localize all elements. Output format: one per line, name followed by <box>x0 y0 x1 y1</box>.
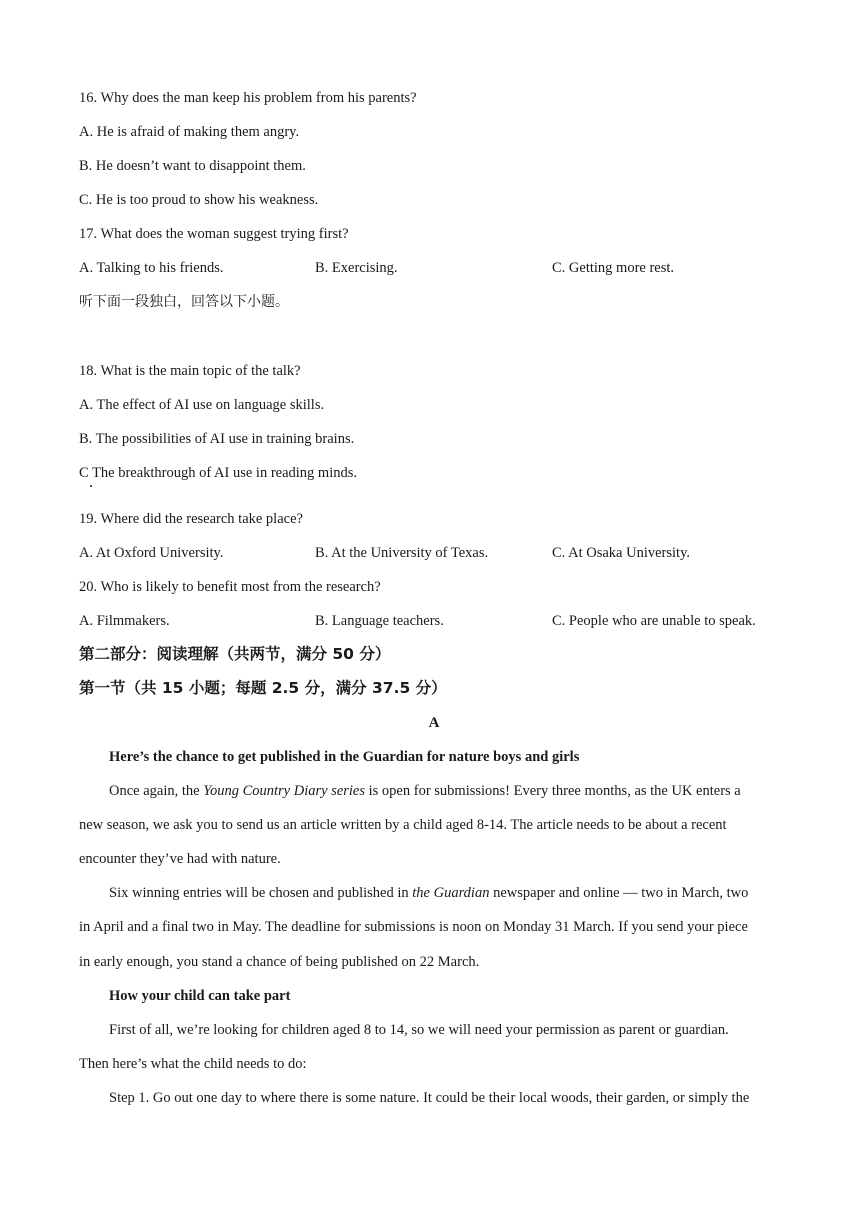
question-16-option-a: A. He is afraid of making them angry. <box>79 124 300 140</box>
passage-paragraph-2-line-3: in early enough, you stand a chance of being published on 22 March. <box>79 954 480 970</box>
passage-paragraph-1-line-2: new season, we ask you to send us an article written by a child aged 8-14. The article needs to be about a recent <box>79 817 727 833</box>
question-20-option-a: A. Filmmakers. <box>79 613 170 629</box>
passage-paragraph-3-line-2: Then here’s what the child needs to do: <box>79 1056 307 1072</box>
question-18-option-c: C The breakthrough of AI use in reading minds. <box>79 465 357 481</box>
question-20-option-b: B. Language teachers. <box>315 613 444 629</box>
question-16-option-c: C. He is too proud to show his weakness. <box>79 192 319 208</box>
passage-step-1: Step 1. Go out one day to where there is some nature. It could be their local woods, their garden, or simply the <box>109 1090 750 1106</box>
passage-title: Here’s the chance to get published in the Guardian for nature boys and girls <box>109 749 580 765</box>
part-two-heading: 第二部分：阅读理解（共两节，满分 50 分） <box>79 645 391 663</box>
newspaper-name: the Guardian <box>412 885 490 901</box>
question-20-stem: 20. Who is likely to benefit most from the research? <box>79 579 381 595</box>
passage-paragraph-1-line-3: encounter they’ve had with nature. <box>79 851 281 867</box>
passage-paragraph-1-line-1: Once again, the Young Country Diary series is open for submissions! Every three months, as the UK enters a <box>109 783 741 799</box>
question-16-option-b: B. He doesn’t want to disappoint them. <box>79 158 306 174</box>
question-20-option-c: C. People who are unable to speak. <box>552 613 756 629</box>
question-19-option-c: C. At Osaka University. <box>552 545 691 561</box>
passage-paragraph-2-line-2: in April and a final two in May. The deadline for submissions is noon on Monday 31 March. If you send your piece <box>79 919 748 935</box>
question-18-stem: 18. What is the main topic of the talk? <box>79 363 301 379</box>
question-17-stem: 17. What does the woman suggest trying first? <box>79 226 349 242</box>
question-19-option-b: B. At the University of Texas. <box>315 545 489 561</box>
question-17-option-a: A. Talking to his friends. <box>79 260 224 276</box>
question-18-option-b: B. The possibilities of AI use in training brains. <box>79 431 355 447</box>
passage-subheading: How your child can take part <box>109 988 291 1004</box>
stray-dot <box>90 485 92 487</box>
question-17-option-c: C. Getting more rest. <box>552 260 675 276</box>
monologue-instruction: 听下面一段独白，回答以下小题。 <box>79 294 289 310</box>
section-one-heading: 第一节（共 15 小题；每题 2.5 分，满分 37.5 分） <box>79 679 447 697</box>
question-19-option-a: A. At Oxford University. <box>79 545 224 561</box>
question-17-option-b: B. Exercising. <box>315 260 398 276</box>
passage-letter: A <box>428 715 440 731</box>
question-19-stem: 19. Where did the research take place? <box>79 511 303 527</box>
series-name: Young Country Diary series <box>203 783 366 799</box>
question-16-stem: 16. Why does the man keep his problem from his parents? <box>79 90 417 106</box>
question-18-option-a: A. The effect of AI use on language skills. <box>79 397 325 413</box>
passage-paragraph-2-line-1: Six winning entries will be chosen and published in the Guardian newspaper and online — two in March, two <box>109 885 749 901</box>
passage-paragraph-3-line-1: First of all, we’re looking for children aged 8 to 14, so we will need your permission as parent or guardian. <box>109 1022 729 1038</box>
